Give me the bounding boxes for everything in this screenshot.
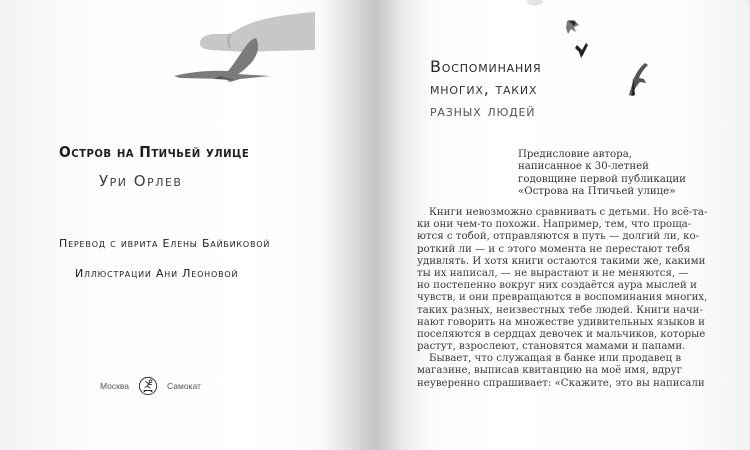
body-line: Бывает, что служащая в банке или продавец в	[429, 353, 682, 365]
epigraph-line: Предисловие автора,	[518, 149, 633, 160]
body-line: поселяются в сердцах девочек и мальчиков, которые	[417, 328, 706, 340]
flying-birds-illustration	[560, 15, 660, 100]
body-line: ки они чем-то похожи. Например, тем, что проща-	[417, 219, 692, 231]
epigraph-line: «Острова на Птичьей улице»	[518, 185, 676, 197]
cloud-sketch-illustration	[525, 0, 545, 8]
body-line: нают говорить на множестве удивительных языков и	[417, 316, 705, 328]
publisher-imprint	[100, 376, 201, 396]
body-line: таких разных, неизвестных тебе людей. Книги начи-	[417, 304, 703, 316]
body-text	[417, 207, 708, 390]
book-title: Остров на Птичьей улице	[59, 143, 250, 161]
body-line: магазине, выписав квитанцию на моё имя, вдруг	[417, 365, 682, 377]
body-line: растут, взрослеют, становятся мамами и папами.	[417, 341, 686, 353]
epigraph	[518, 149, 686, 198]
page-corner-fold	[736, 0, 750, 10]
body-line: неуверенно спрашивает: «Скажите, это вы написали	[417, 377, 705, 389]
publisher-name: Самокат	[167, 381, 201, 391]
epigraph-line: написанное к 30-летней	[518, 161, 649, 173]
illustrator-credit: Иллюстрации Ани Леоновой	[75, 267, 239, 280]
body-line: ты их написал, — не вырастают и не меняются, —	[417, 267, 689, 279]
body-line: ются с тобой, отправляются в путь — долгий ли, ко-	[417, 231, 700, 243]
chapter-title-line: многих, таких	[430, 79, 538, 98]
scooter-rider-logo-icon	[138, 376, 158, 396]
body-line: чувств, и они превращаются в воспоминания многих,	[417, 292, 708, 304]
chapter-title-line: разных людей	[430, 101, 536, 120]
hand-and-bird-illustration	[170, 8, 320, 88]
chapter-title-line: Воспоминания	[430, 57, 542, 76]
translator-credit: Перевод с иврита Елены Байбиковой	[59, 237, 271, 250]
epigraph-line: годовщине первой публикации	[518, 173, 686, 185]
publisher-city: Москва	[100, 381, 130, 391]
body-line: удивлять. И хотя книги остаются такими же, какими	[417, 255, 706, 267]
body-line: роткий ли — и с этого момента не перестают тебя	[417, 243, 691, 255]
body-line: но постепенно вокруг них создаётся аура мыслей и	[417, 280, 697, 292]
author-name: Ури Орлев	[99, 172, 183, 190]
chapter-title	[430, 56, 542, 122]
body-line: Книги невозможно сравнивать с детьми. Но всё-та-	[429, 207, 708, 218]
